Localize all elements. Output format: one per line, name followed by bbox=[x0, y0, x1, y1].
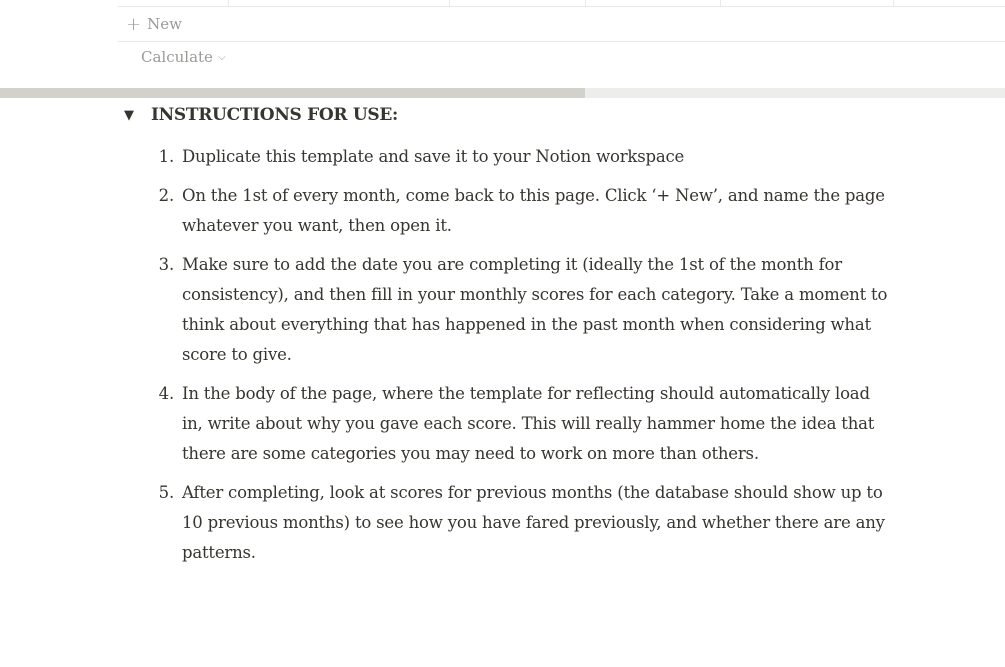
list-item bbox=[150, 379, 895, 469]
triangle-down-icon[interactable]: ▼ bbox=[124, 107, 134, 123]
table-last-row bbox=[118, 0, 1005, 7]
scrollbar-thumb[interactable] bbox=[0, 88, 585, 98]
item-text: On the 1st of every month, come back to this page. Click ‘+ New’, and name the page whatever you want, then open it. bbox=[182, 186, 885, 235]
chevron-down-icon: ⌵ bbox=[217, 51, 226, 63]
list-item bbox=[150, 478, 895, 568]
instructions-list bbox=[150, 142, 895, 577]
item-number: 1. bbox=[158, 147, 174, 166]
item-text: In the body of the page, where the template for reflecting should automatically load in, write about why you gave each score. This will really hammer home the idea that there are some categories you may need to work on more than others. bbox=[182, 384, 875, 463]
calculate-button[interactable] bbox=[141, 48, 226, 66]
column-divider bbox=[585, 0, 586, 6]
item-number: 2. bbox=[158, 186, 174, 205]
item-text: Make sure to add the date you are completing it (ideally the 1st of the month for consistency), and then fill in your monthly scores for each category. Take a moment to think about everything that has happened in the past month when considering what score to give. bbox=[182, 255, 888, 364]
new-row-button[interactable] bbox=[118, 7, 1005, 42]
item-text: Duplicate this template and save it to your Notion workspace bbox=[182, 147, 685, 166]
column-divider bbox=[449, 0, 450, 6]
list-item bbox=[150, 142, 895, 172]
item-text: After completing, look at scores for previous months (the database should show up to 10 previous months) to see how you have fared previously, and whether there are any patterns. bbox=[182, 483, 885, 562]
instructions-toggle[interactable] bbox=[124, 105, 398, 125]
list-item bbox=[150, 250, 895, 370]
item-number: 5. bbox=[158, 483, 174, 502]
list-item bbox=[150, 181, 895, 241]
new-label: New bbox=[147, 15, 182, 33]
horizontal-scrollbar[interactable] bbox=[0, 88, 1005, 98]
calculate-label: Calculate bbox=[141, 48, 213, 66]
column-divider bbox=[228, 0, 229, 6]
column-divider bbox=[720, 0, 721, 6]
item-number: 4. bbox=[158, 384, 174, 403]
item-number: 3. bbox=[158, 255, 174, 274]
instructions-heading: INSTRUCTIONS FOR USE: bbox=[151, 105, 399, 125]
plus-icon: + bbox=[126, 13, 142, 35]
column-divider bbox=[893, 0, 894, 6]
